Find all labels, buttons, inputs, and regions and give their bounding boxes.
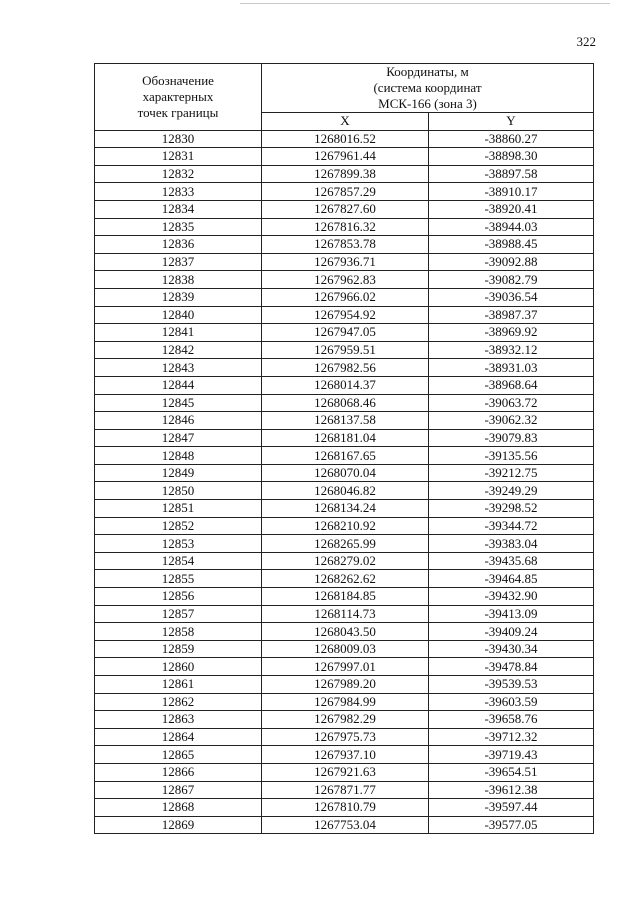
x-coordinate-cell: 1268014.37 [262,376,429,394]
header-coords-line: МСК-166 (зона 3) [378,96,477,111]
point-id-cell: 12843 [95,359,262,377]
point-id-cell: 12848 [95,447,262,465]
table-row [95,412,594,430]
table-body [95,130,594,834]
point-id-cell: 12862 [95,693,262,711]
table-row [95,130,594,148]
table-row [95,763,594,781]
y-coordinate-cell: -39212.75 [429,464,594,482]
point-id-cell: 12851 [95,500,262,518]
x-coordinate-cell: 1267871.77 [262,781,429,799]
table-row [95,570,594,588]
table-row [95,359,594,377]
point-id-cell: 12853 [95,535,262,553]
point-id-cell: 12856 [95,588,262,606]
y-coordinate-cell: -39298.52 [429,500,594,518]
x-coordinate-cell: 1268114.73 [262,605,429,623]
table-row [95,271,594,289]
table-row [95,816,594,834]
x-coordinate-cell: 1267997.01 [262,658,429,676]
y-coordinate-cell: -39654.51 [429,763,594,781]
x-coordinate-cell: 1267959.51 [262,341,429,359]
x-coordinate-cell: 1267810.79 [262,799,429,817]
x-coordinate-cell: 1267982.56 [262,359,429,377]
x-coordinate-cell: 1267853.78 [262,236,429,254]
table-row [95,429,594,447]
x-coordinate-cell: 1267753.04 [262,816,429,834]
table-row [95,288,594,306]
point-id-cell: 12837 [95,253,262,271]
header-boundary-points [95,64,262,131]
point-id-cell: 12859 [95,640,262,658]
table-row [95,605,594,623]
point-id-cell: 12838 [95,271,262,289]
point-id-cell: 12858 [95,623,262,641]
point-id-cell: 12839 [95,288,262,306]
table-row [95,200,594,218]
header-points-line: точек границы [137,104,219,120]
x-coordinate-cell: 1267954.92 [262,306,429,324]
x-coordinate-cell: 1267966.02 [262,288,429,306]
y-coordinate-cell: -38932.12 [429,341,594,359]
x-coordinate-cell: 1268043.50 [262,623,429,641]
y-coordinate-cell: -39062.32 [429,412,594,430]
point-id-cell: 12863 [95,711,262,729]
y-coordinate-cell: -38931.03 [429,359,594,377]
y-coordinate-cell: -39383.04 [429,535,594,553]
y-coordinate-cell: -39432.90 [429,588,594,606]
header-coords-line: (система координат [373,80,482,95]
y-coordinate-cell: -39409.24 [429,623,594,641]
table-row [95,447,594,465]
x-coordinate-cell: 1268068.46 [262,394,429,412]
y-coordinate-cell: -39430.34 [429,640,594,658]
table-row [95,324,594,342]
point-id-cell: 12852 [95,517,262,535]
header-coordinates [262,64,594,113]
table-row [95,623,594,641]
table-row [95,253,594,271]
point-id-cell: 12861 [95,676,262,694]
table-row [95,341,594,359]
table-row [95,306,594,324]
x-coordinate-cell: 1268265.99 [262,535,429,553]
x-coordinate-cell: 1268016.52 [262,130,429,148]
y-coordinate-cell: -39478.84 [429,658,594,676]
y-coordinate-cell: -38897.58 [429,165,594,183]
y-coordinate-cell: -38987.37 [429,306,594,324]
point-id-cell: 12844 [95,376,262,394]
x-coordinate-cell: 1267989.20 [262,676,429,694]
x-coordinate-cell: 1268262.62 [262,570,429,588]
x-coordinate-cell: 1268137.58 [262,412,429,430]
x-coordinate-cell: 1267947.05 [262,324,429,342]
point-id-cell: 12869 [95,816,262,834]
point-id-cell: 12868 [95,799,262,817]
x-coordinate-cell: 1268184.85 [262,588,429,606]
point-id-cell: 12840 [95,306,262,324]
table-row [95,517,594,535]
y-coordinate-cell: -38898.30 [429,148,594,166]
y-coordinate-cell: -39082.79 [429,271,594,289]
point-id-cell: 12865 [95,746,262,764]
point-id-cell: 12845 [95,394,262,412]
table-row [95,165,594,183]
y-coordinate-cell: -39539.53 [429,676,594,694]
page-number: 322 [576,34,596,49]
point-id-cell: 12850 [95,482,262,500]
table-row [95,218,594,236]
table-row [95,640,594,658]
y-coordinate-cell: -39135.56 [429,447,594,465]
y-coordinate-cell: -39413.09 [429,605,594,623]
point-id-cell: 12836 [95,236,262,254]
table-row [95,236,594,254]
point-id-cell: 12846 [95,412,262,430]
header-points-line: характерных [142,88,214,104]
table-row [95,799,594,817]
table-row [95,781,594,799]
table-row [95,746,594,764]
point-id-cell: 12832 [95,165,262,183]
point-id-cell: 12860 [95,658,262,676]
header-points-line: Обозначение [142,72,214,88]
x-coordinate-cell: 1267961.44 [262,148,429,166]
header-coords-line: Координаты, м [386,64,469,79]
y-coordinate-cell: -39577.05 [429,816,594,834]
y-coordinate-cell: -39079.83 [429,429,594,447]
table-row [95,658,594,676]
table-row [95,148,594,166]
point-id-cell: 12857 [95,605,262,623]
y-coordinate-cell: -39658.76 [429,711,594,729]
y-coordinate-cell: -38968.64 [429,376,594,394]
table-row [95,728,594,746]
x-coordinate-cell: 1267816.32 [262,218,429,236]
coordinates-table [94,63,594,834]
table-row [95,711,594,729]
point-id-cell: 12867 [95,781,262,799]
y-coordinate-cell: -38969.92 [429,324,594,342]
header-y: Y [429,113,594,131]
y-coordinate-cell: -39464.85 [429,570,594,588]
point-id-cell: 12866 [95,763,262,781]
y-coordinate-cell: -39603.59 [429,693,594,711]
point-id-cell: 12830 [95,130,262,148]
top-rule-divider [240,3,610,4]
x-coordinate-cell: 1267982.29 [262,711,429,729]
point-id-cell: 12854 [95,552,262,570]
y-coordinate-cell: -38910.17 [429,183,594,201]
table-row [95,535,594,553]
y-coordinate-cell: -39249.29 [429,482,594,500]
table-row [95,394,594,412]
x-coordinate-cell: 1267936.71 [262,253,429,271]
table-row [95,588,594,606]
point-id-cell: 12841 [95,324,262,342]
y-coordinate-cell: -39612.38 [429,781,594,799]
table-row [95,693,594,711]
y-coordinate-cell: -39712.32 [429,728,594,746]
x-coordinate-cell: 1268046.82 [262,482,429,500]
x-coordinate-cell: 1268009.03 [262,640,429,658]
table-row [95,183,594,201]
point-id-cell: 12847 [95,429,262,447]
point-id-cell: 12864 [95,728,262,746]
table-row [95,552,594,570]
x-coordinate-cell: 1268134.24 [262,500,429,518]
x-coordinate-cell: 1268181.04 [262,429,429,447]
y-coordinate-cell: -39719.43 [429,746,594,764]
y-coordinate-cell: -38988.45 [429,236,594,254]
x-coordinate-cell: 1267857.29 [262,183,429,201]
x-coordinate-cell: 1268167.65 [262,447,429,465]
y-coordinate-cell: -39036.54 [429,288,594,306]
x-coordinate-cell: 1267921.63 [262,763,429,781]
table-row [95,376,594,394]
point-id-cell: 12834 [95,200,262,218]
y-coordinate-cell: -39063.72 [429,394,594,412]
x-coordinate-cell: 1268070.04 [262,464,429,482]
table-row [95,676,594,694]
point-id-cell: 12842 [95,341,262,359]
x-coordinate-cell: 1267962.83 [262,271,429,289]
y-coordinate-cell: -38944.03 [429,218,594,236]
point-id-cell: 12835 [95,218,262,236]
y-coordinate-cell: -38920.41 [429,200,594,218]
y-coordinate-cell: -39092.88 [429,253,594,271]
y-coordinate-cell: -39344.72 [429,517,594,535]
table-row [95,482,594,500]
point-id-cell: 12831 [95,148,262,166]
table-row [95,500,594,518]
point-id-cell: 12833 [95,183,262,201]
y-coordinate-cell: -38860.27 [429,130,594,148]
x-coordinate-cell: 1267937.10 [262,746,429,764]
x-coordinate-cell: 1268279.02 [262,552,429,570]
x-coordinate-cell: 1267827.60 [262,200,429,218]
header-x: X [262,113,429,131]
point-id-cell: 12849 [95,464,262,482]
point-id-cell: 12855 [95,570,262,588]
y-coordinate-cell: -39597.44 [429,799,594,817]
x-coordinate-cell: 1267984.99 [262,693,429,711]
x-coordinate-cell: 1268210.92 [262,517,429,535]
table-row [95,464,594,482]
x-coordinate-cell: 1267899.38 [262,165,429,183]
y-coordinate-cell: -39435.68 [429,552,594,570]
x-coordinate-cell: 1267975.73 [262,728,429,746]
table-header [95,64,594,131]
